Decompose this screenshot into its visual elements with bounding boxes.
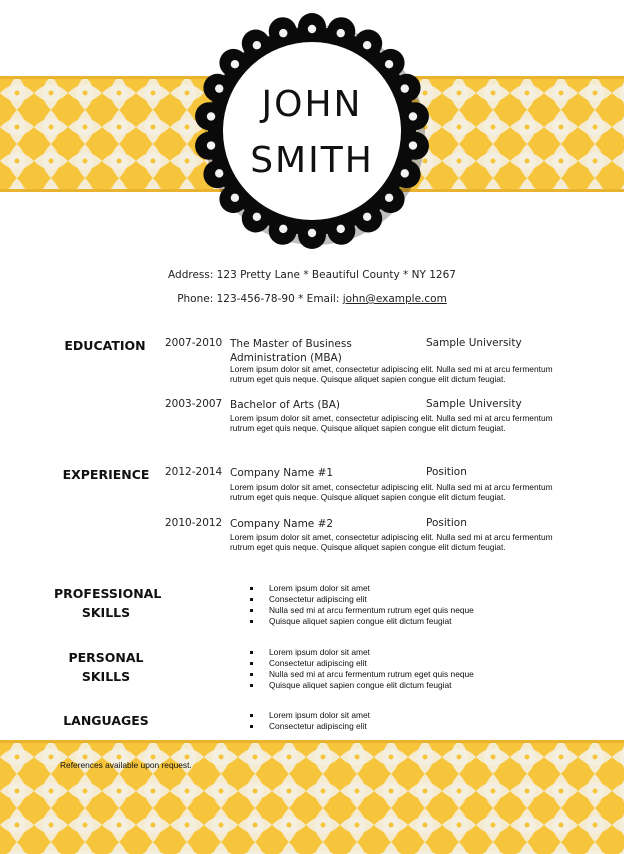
bottom-pattern-band — [0, 740, 624, 854]
email-link[interactable]: john@example.com — [342, 293, 447, 305]
list-item: Consectetur adipiscing elit — [250, 658, 474, 669]
education-heading: EDUCATION — [64, 338, 146, 353]
education-school: Sample University — [426, 337, 522, 349]
list-item: Quisque aliquet sapien congue elit dictum feugiat — [250, 680, 474, 691]
personal-skills-heading — [60, 648, 152, 686]
experience-company: Company Name #1 — [230, 467, 334, 479]
experience-heading: EXPERIENCE — [62, 467, 150, 482]
experience-position: Position — [426, 466, 467, 478]
list-item: Consectetur adipiscing elit — [250, 721, 370, 732]
phone-text: Phone: 123-456-78-90 * Email: — [177, 293, 343, 305]
experience-date: 2012-2014 — [165, 466, 223, 478]
list-item: Consectetur adipiscing elit — [250, 594, 474, 605]
list-item: Lorem ipsum dolor sit amet — [250, 710, 370, 721]
badge-eyelet — [279, 225, 287, 233]
professional-skills-heading-line2: SKILLS — [81, 605, 131, 620]
last-name: SMITH — [250, 140, 374, 181]
phone-email-line — [0, 293, 624, 305]
bottom-band-pattern-svg — [0, 740, 624, 854]
badge-eyelet — [308, 229, 316, 237]
experience-company: Company Name #2 — [230, 518, 334, 530]
badge-inner-circle — [224, 43, 400, 219]
badge-eyelet — [308, 25, 316, 33]
experience-date: 2010-2012 — [165, 517, 223, 529]
education-description: Lorem ipsum dolor sit amet, consectetur adipiscing elit. Nulla sed mi at arcu fermentum rutrum eget quis neque. Quisque aliquet sapien congue elit dictum feugiat. — [230, 413, 553, 434]
references-note: References available upon request. — [60, 760, 192, 770]
badge-eyelet — [279, 29, 287, 37]
experience-description: Lorem ipsum dolor sit amet, consectetur adipiscing elit. Nulla sed mi at arcu fermentum rutrum eget quis neque. Quisque aliquet sapien congue elit dictum feugiat. — [230, 532, 553, 553]
badge-eyelet — [253, 213, 261, 221]
experience-description: Lorem ipsum dolor sit amet, consectetur adipiscing elit. Nulla sed mi at arcu fermentum rutrum eget quis neque. Quisque aliquet sapien congue elit dictum feugiat. — [230, 482, 553, 503]
badge-eyelet — [385, 60, 393, 68]
list-item: Quisque aliquet sapien congue elit dictum feugiat — [250, 616, 474, 627]
badge-eyelet — [363, 213, 371, 221]
professional-skills-heading — [54, 584, 162, 622]
badge-eyelet — [253, 41, 261, 49]
languages-list — [250, 710, 370, 732]
education-degree: The Master of Business Administration (MBA) — [230, 338, 352, 364]
professional-skills-heading-line1: PROFESSIONAL — [54, 586, 162, 601]
personal-skills-heading-line2: SKILLS — [81, 669, 131, 684]
badge-eyelet — [385, 194, 393, 202]
list-item: Lorem ipsum dolor sit amet — [250, 647, 474, 658]
education-school: Sample University — [426, 398, 522, 410]
address-line: Address: 123 Pretty Lane * Beautiful County * NY 1267 — [168, 269, 456, 281]
personal-skills-heading-line1: PERSONAL — [68, 650, 144, 665]
personal-skills-list — [250, 647, 474, 691]
scalloped-badge-svg — [186, 12, 438, 250]
education-degree: Bachelor of Arts (BA) — [230, 399, 340, 411]
list-item: Nulla sed mi at arcu fermentum rutrum eget quis neque — [250, 605, 474, 616]
education-description: Lorem ipsum dolor sit amet, consectetur adipiscing elit. Nulla sed mi at arcu fermentum rutrum eget quis neque. Quisque aliquet sapien congue elit dictum feugiat. — [230, 364, 553, 385]
first-name: JOHN — [261, 84, 363, 125]
professional-skills-list — [250, 583, 474, 627]
badge-eyelet — [337, 29, 345, 37]
experience-position: Position — [426, 517, 467, 529]
languages-heading: LANGUAGES — [63, 713, 149, 728]
name-badge — [186, 12, 438, 250]
badge-eyelet — [337, 225, 345, 233]
badge-eyelet — [231, 60, 239, 68]
badge-eyelet — [363, 41, 371, 49]
education-date: 2007-2010 — [165, 337, 223, 349]
education-date: 2003-2007 — [165, 398, 223, 410]
list-item: Nulla sed mi at arcu fermentum rutrum eget quis neque — [250, 669, 474, 680]
list-item: Lorem ipsum dolor sit amet — [250, 583, 474, 594]
badge-eyelet — [231, 194, 239, 202]
